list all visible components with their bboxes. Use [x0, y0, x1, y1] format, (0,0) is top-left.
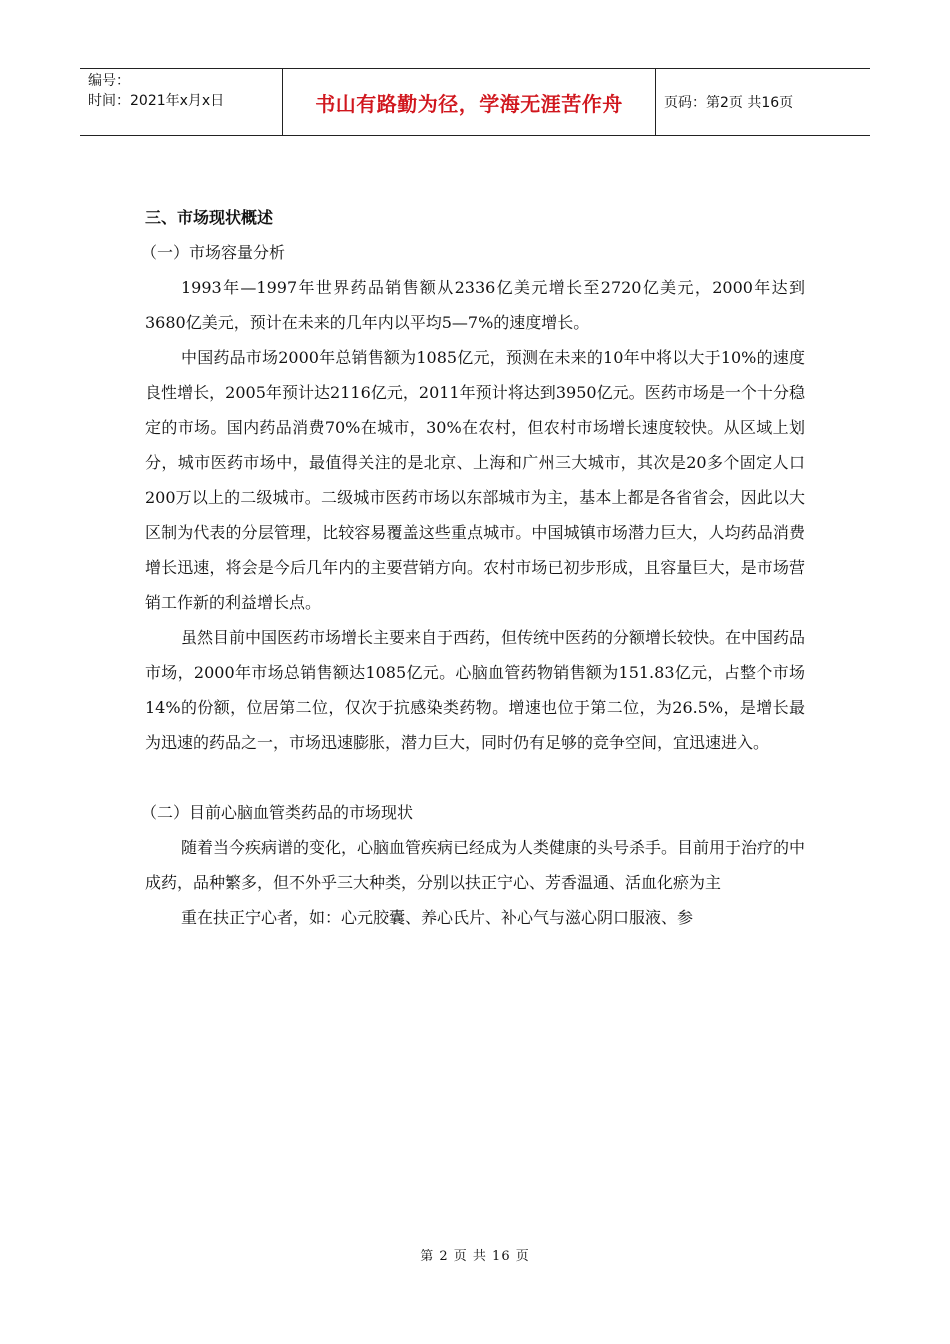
- header-page-info: 页码：第2页 共16页: [664, 95, 794, 111]
- section-title: 三、市场现状概述: [145, 208, 274, 227]
- date-label: 时间：2021年x月x日: [88, 93, 225, 109]
- subheading-market-capacity: （一）市场容量分析: [141, 243, 286, 262]
- document-body: [141, 200, 806, 935]
- paragraph: 随着当今疾病谱的变化，心脑血管疾病已经成为人类健康的头号杀手。目前用于治疗的中成药，品种繁多，但不外乎三大种类，分别以扶正宁心、芳香温通、活血化瘀为主: [145, 838, 806, 892]
- subheading-current-status: （二）目前心脑血管类药品的市场现状: [141, 803, 414, 822]
- paragraph: 1993年—1997年世界药品销售额从2336亿美元增长至2720亿美元，2000年达到3680亿美元，预计在未来的几年内以平均5—7%的速度增长。: [145, 278, 805, 332]
- serial-number-label: 编号：: [88, 73, 130, 89]
- paragraph: 重在扶正宁心者，如：心元胶囊、养心氏片、补心气与滋心阴口服液、参: [181, 908, 694, 927]
- header-meta: [80, 69, 283, 135]
- paragraph: 中国药品市场2000年总销售额为1085亿元，预测在未来的10年中将以大于10%的速度良性增长，2005年预计达2116亿元，2011年预计将达到3950亿元。医药市场是一个十分稳定的市场。国内药品消费70%在城市，30%在农村，但农村市场增长速度较快。从区域上划分，城市医药市场中，最值得关注的是北京、上海和广州三大城市，其次是20多个固定人口200万以上的二级城市。二级城市医药市场以东部城市为主，基本上都是各省省会，因此以大区制为代表的分层管理，比较容易覆盖这些重点城市。中国城镇市场潜力巨大，人均药品消费增长迅速，将会是今后几年内的主要营销方向。农村市场已初步形成，且容量巨大，是市场营销工作新的利益增长点。: [145, 348, 805, 612]
- paragraph: 虽然目前中国医药市场增长主要来自于西药，但传统中医药的分额增长较快。在中国药品市场，2000年市场总销售额达1085亿元。心脑血管药物销售额为151.83亿元，占整个市场14%的份额，位居第二位，仅次于抗感染类药物。增速也位于第二位，为26.5%，是增长最为迅速的药品之一，市场迅速膨胀，潜力巨大，同时仍有足够的竞争空间，宜迅速进入。: [145, 628, 806, 752]
- paragraph-gap: [145, 760, 805, 795]
- document-header: [80, 68, 870, 136]
- header-motto: 书山有路勤为径，学海无涯苦作舟: [283, 69, 656, 135]
- page-footer: 第 2 页 共 16 页: [420, 1249, 530, 1264]
